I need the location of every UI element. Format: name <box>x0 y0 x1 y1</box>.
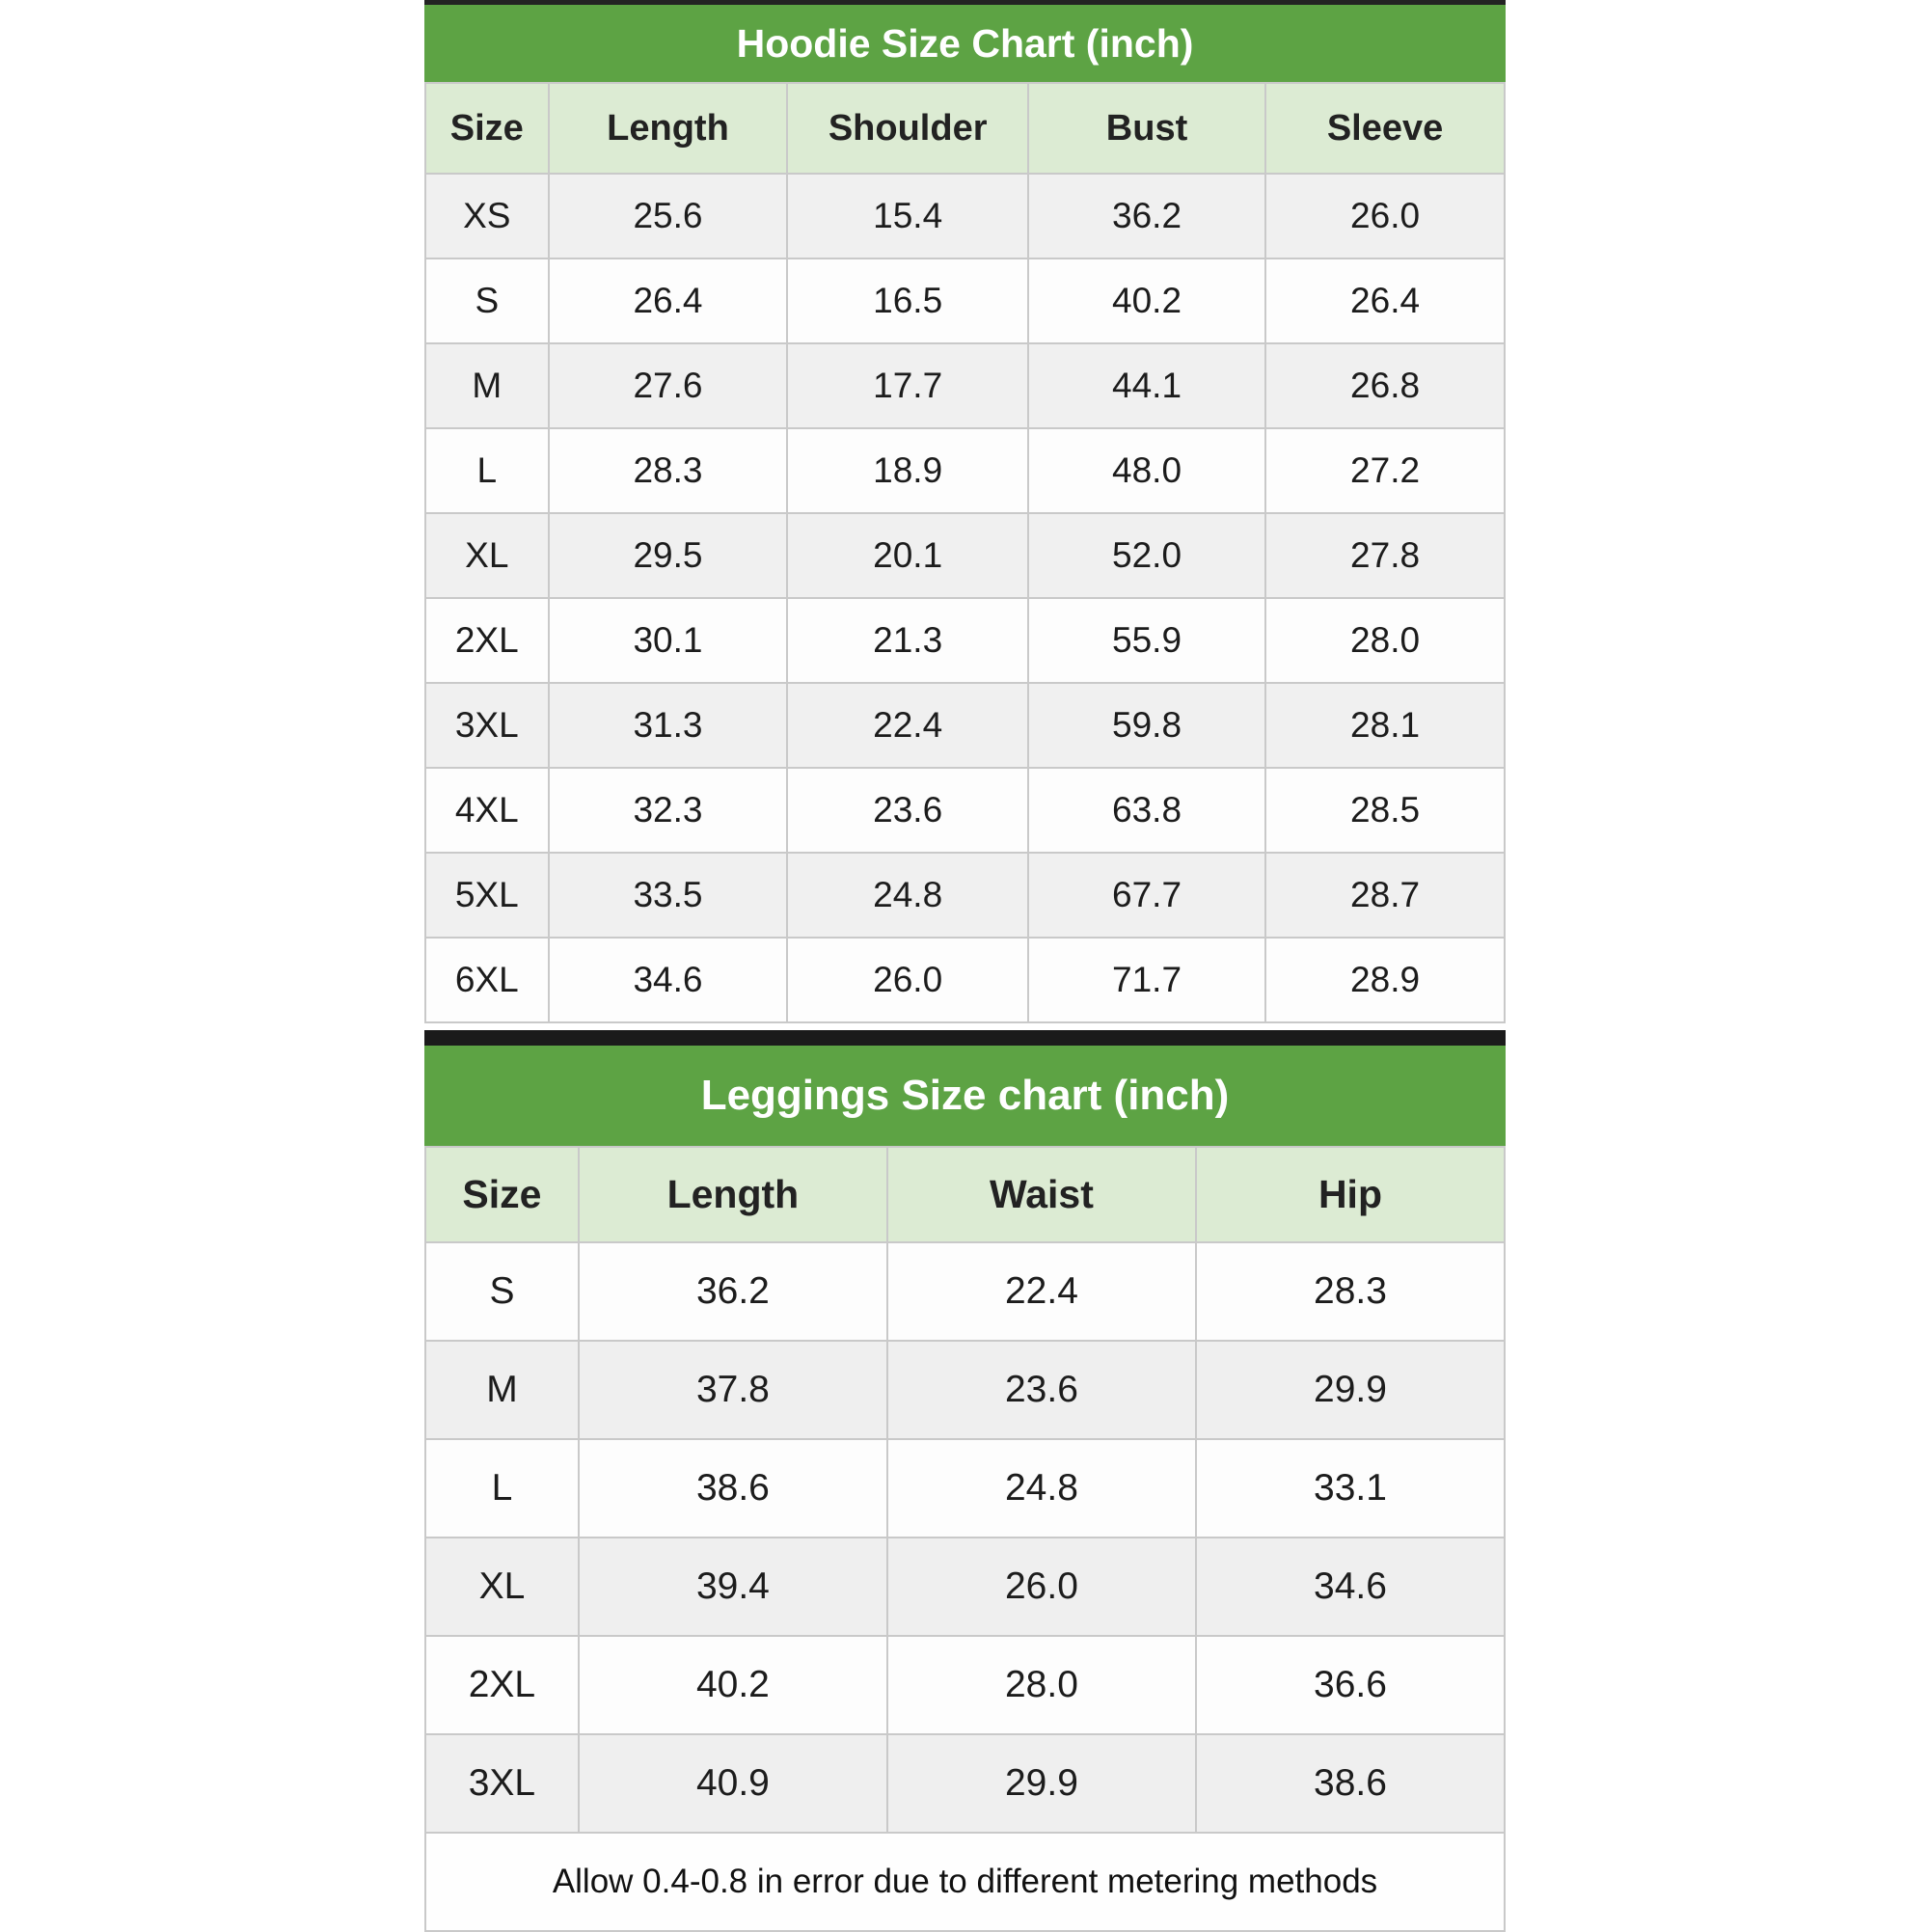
measurement-cell: 40.2 <box>579 1636 887 1734</box>
column-header-waist: Waist <box>887 1147 1196 1242</box>
table-row <box>425 428 1505 513</box>
table-divider-bar <box>424 1030 1506 1046</box>
size-cell: 2XL <box>425 1636 579 1734</box>
measurement-cell: 33.1 <box>1196 1439 1505 1537</box>
hoodie-table-title: Hoodie Size Chart (inch) <box>424 5 1506 82</box>
measurement-cell: 30.1 <box>549 598 788 683</box>
table-row <box>425 1341 1505 1439</box>
header-row <box>425 83 1505 174</box>
measurement-cell: 26.4 <box>549 259 788 343</box>
measurement-cell: 71.7 <box>1028 938 1265 1022</box>
measurement-cell: 15.4 <box>787 174 1028 259</box>
column-header-shoulder: Shoulder <box>787 83 1028 174</box>
table-row <box>425 1537 1505 1636</box>
column-header-length: Length <box>549 83 788 174</box>
table-row <box>425 853 1505 938</box>
measurement-cell: 26.0 <box>787 938 1028 1022</box>
measurement-cell: 20.1 <box>787 513 1028 598</box>
size-cell: L <box>425 1439 579 1537</box>
table-row <box>425 1242 1505 1341</box>
measurement-cell: 23.6 <box>887 1341 1196 1439</box>
measurement-cell: 28.0 <box>887 1636 1196 1734</box>
size-cell: M <box>425 343 549 428</box>
measurement-cell: 44.1 <box>1028 343 1265 428</box>
size-cell: 6XL <box>425 938 549 1022</box>
measurement-cell: 17.7 <box>787 343 1028 428</box>
measurement-cell: 28.3 <box>549 428 788 513</box>
measurement-cell: 32.3 <box>549 768 788 853</box>
size-cell: M <box>425 1341 579 1439</box>
measurement-cell: 48.0 <box>1028 428 1265 513</box>
column-header-hip: Hip <box>1196 1147 1505 1242</box>
measurement-error-note: Allow 0.4-0.8 in error due to different metering methods <box>424 1834 1506 1932</box>
measurement-cell: 27.8 <box>1265 513 1505 598</box>
measurement-cell: 22.4 <box>887 1242 1196 1341</box>
size-cell: S <box>425 259 549 343</box>
column-header-size: Size <box>425 1147 579 1242</box>
header-row <box>425 1147 1505 1242</box>
table-row <box>425 343 1505 428</box>
table-row <box>425 513 1505 598</box>
measurement-cell: 24.8 <box>787 853 1028 938</box>
measurement-cell: 31.3 <box>549 683 788 768</box>
measurement-cell: 38.6 <box>579 1439 887 1537</box>
measurement-cell: 29.5 <box>549 513 788 598</box>
hoodie-table-header <box>425 83 1505 174</box>
size-cell: 4XL <box>425 768 549 853</box>
table-row <box>425 598 1505 683</box>
measurement-cell: 22.4 <box>787 683 1028 768</box>
measurement-cell: 16.5 <box>787 259 1028 343</box>
size-cell: XS <box>425 174 549 259</box>
size-cell: 2XL <box>425 598 549 683</box>
hoodie-table-body <box>425 174 1505 1022</box>
hoodie-size-table <box>424 82 1506 1023</box>
measurement-cell: 29.9 <box>887 1734 1196 1833</box>
size-cell: 3XL <box>425 1734 579 1833</box>
column-header-length: Length <box>579 1147 887 1242</box>
leggings-size-table <box>424 1146 1506 1834</box>
measurement-cell: 40.2 <box>1028 259 1265 343</box>
measurement-cell: 63.8 <box>1028 768 1265 853</box>
measurement-cell: 26.0 <box>887 1537 1196 1636</box>
measurement-cell: 39.4 <box>579 1537 887 1636</box>
measurement-cell: 37.8 <box>579 1341 887 1439</box>
measurement-cell: 27.2 <box>1265 428 1505 513</box>
measurement-cell: 29.9 <box>1196 1341 1505 1439</box>
size-cell: 3XL <box>425 683 549 768</box>
measurement-cell: 28.1 <box>1265 683 1505 768</box>
column-header-size: Size <box>425 83 549 174</box>
table-row <box>425 259 1505 343</box>
measurement-cell: 23.6 <box>787 768 1028 853</box>
measurement-cell: 21.3 <box>787 598 1028 683</box>
measurement-cell: 28.5 <box>1265 768 1505 853</box>
table-row <box>425 938 1505 1022</box>
size-cell: S <box>425 1242 579 1341</box>
table-row <box>425 683 1505 768</box>
measurement-cell: 24.8 <box>887 1439 1196 1537</box>
measurement-cell: 40.9 <box>579 1734 887 1833</box>
measurement-cell: 59.8 <box>1028 683 1265 768</box>
column-header-sleeve: Sleeve <box>1265 83 1505 174</box>
leggings-table-body <box>425 1242 1505 1833</box>
measurement-cell: 25.6 <box>549 174 788 259</box>
measurement-cell: 55.9 <box>1028 598 1265 683</box>
column-header-bust: Bust <box>1028 83 1265 174</box>
size-cell: XL <box>425 513 549 598</box>
measurement-cell: 28.7 <box>1265 853 1505 938</box>
measurement-cell: 28.3 <box>1196 1242 1505 1341</box>
size-cell: 5XL <box>425 853 549 938</box>
measurement-cell: 26.4 <box>1265 259 1505 343</box>
table-row <box>425 1439 1505 1537</box>
measurement-cell: 38.6 <box>1196 1734 1505 1833</box>
table-row <box>425 1636 1505 1734</box>
size-chart-sheet <box>424 0 1506 1932</box>
measurement-cell: 36.6 <box>1196 1636 1505 1734</box>
measurement-cell: 26.8 <box>1265 343 1505 428</box>
measurement-cell: 36.2 <box>1028 174 1265 259</box>
measurement-cell: 27.6 <box>549 343 788 428</box>
size-cell: L <box>425 428 549 513</box>
measurement-cell: 67.7 <box>1028 853 1265 938</box>
measurement-cell: 26.0 <box>1265 174 1505 259</box>
measurement-cell: 18.9 <box>787 428 1028 513</box>
table-row <box>425 768 1505 853</box>
table-row <box>425 174 1505 259</box>
measurement-cell: 28.9 <box>1265 938 1505 1022</box>
measurement-cell: 36.2 <box>579 1242 887 1341</box>
measurement-cell: 33.5 <box>549 853 788 938</box>
measurement-cell: 34.6 <box>549 938 788 1022</box>
measurement-cell: 34.6 <box>1196 1537 1505 1636</box>
leggings-table-header <box>425 1147 1505 1242</box>
measurement-cell: 28.0 <box>1265 598 1505 683</box>
size-cell: XL <box>425 1537 579 1636</box>
table-row <box>425 1734 1505 1833</box>
leggings-table-title: Leggings Size chart (inch) <box>424 1046 1506 1146</box>
measurement-cell: 52.0 <box>1028 513 1265 598</box>
